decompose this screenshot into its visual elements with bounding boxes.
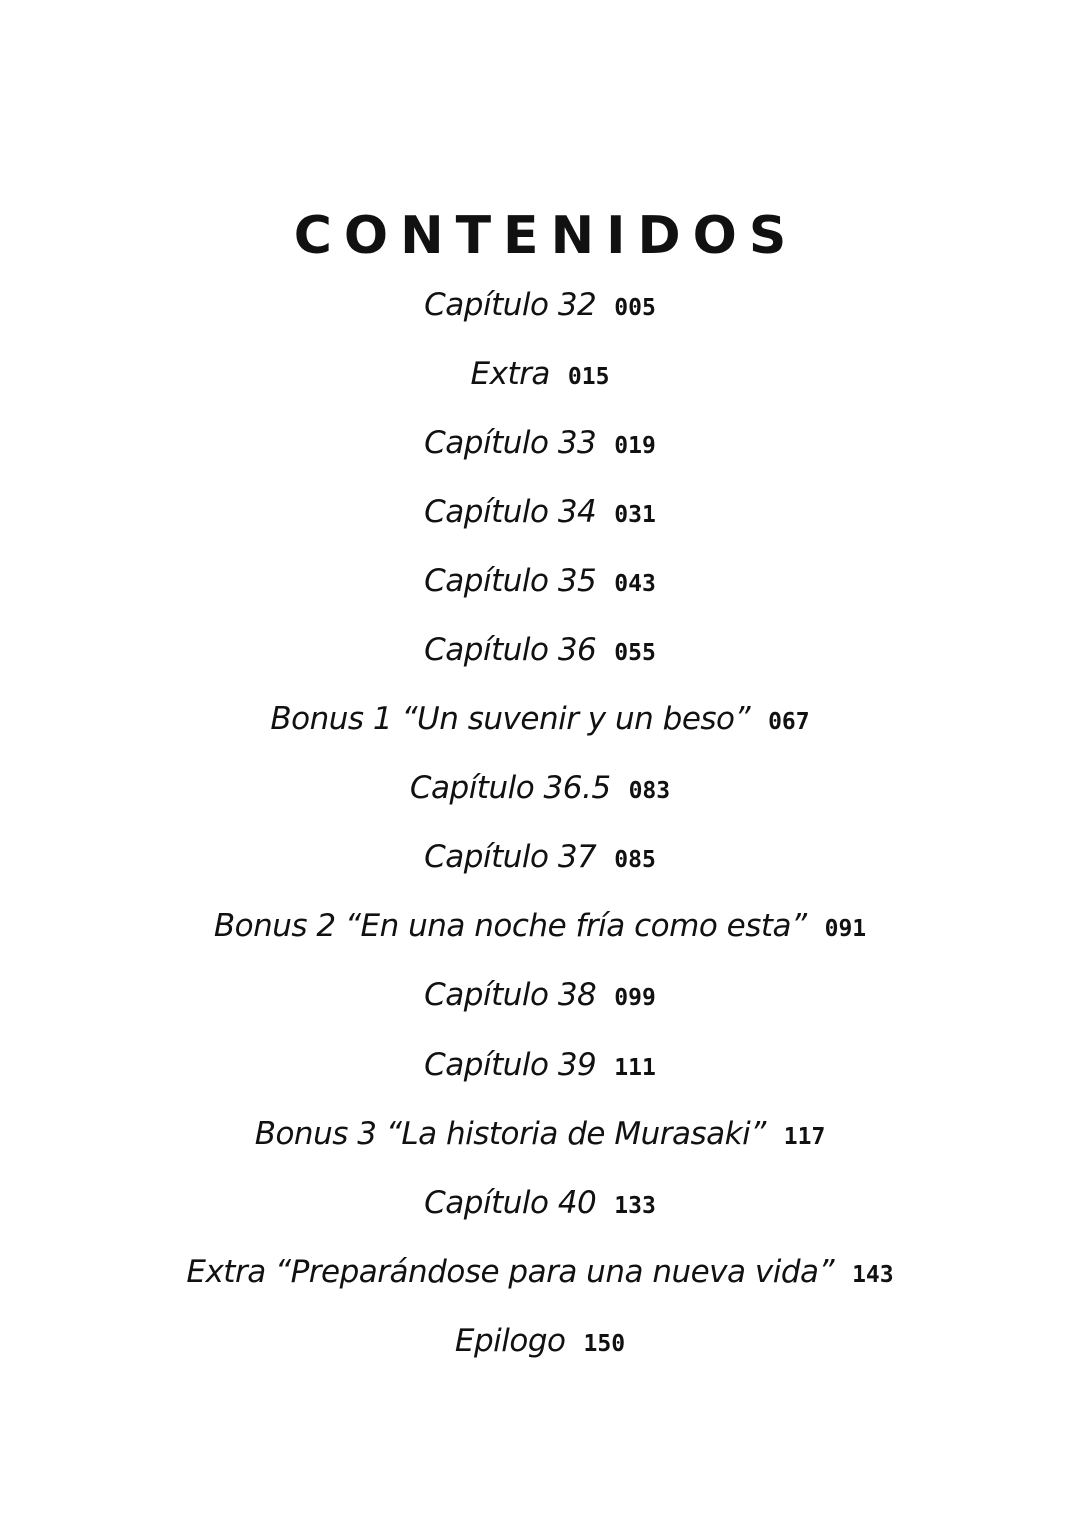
toc-entry bbox=[0, 339, 1080, 408]
entry-label: Extra bbox=[470, 355, 550, 392]
entry-label: Capítulo 37 bbox=[424, 839, 597, 876]
toc-entry bbox=[0, 823, 1080, 892]
toc-entry bbox=[0, 270, 1080, 339]
toc-entry bbox=[0, 1237, 1080, 1306]
entry-page-number: 005 bbox=[614, 294, 656, 321]
entry-page-number: 143 bbox=[852, 1261, 894, 1288]
entry-label: Bonus 1 “Un suvenir y un beso” bbox=[270, 701, 751, 738]
entry-page-number: 099 bbox=[614, 985, 656, 1012]
entry-page-number: 067 bbox=[768, 709, 810, 736]
toc-entry bbox=[0, 546, 1080, 615]
entry-label: Capítulo 33 bbox=[424, 424, 597, 461]
entry-label: Capítulo 40 bbox=[424, 1184, 597, 1221]
entry-page-number: 055 bbox=[614, 640, 656, 667]
entry-label: Capítulo 36.5 bbox=[409, 770, 611, 807]
toc-entry bbox=[0, 1168, 1080, 1237]
entry-label: Capítulo 39 bbox=[424, 1046, 597, 1083]
table-of-contents bbox=[0, 270, 1080, 1376]
toc-entry bbox=[0, 615, 1080, 684]
entry-page-number: 043 bbox=[614, 570, 656, 597]
entry-page-number: 015 bbox=[567, 363, 610, 390]
entry-label: Capítulo 38 bbox=[424, 977, 597, 1014]
entry-label: Capítulo 34 bbox=[424, 493, 597, 530]
entry-label: Capítulo 32 bbox=[424, 286, 597, 323]
toc-entry bbox=[0, 477, 1080, 546]
toc-entry bbox=[0, 754, 1080, 823]
entry-page-number: 019 bbox=[614, 432, 656, 459]
toc-entry bbox=[0, 892, 1080, 961]
entry-page-number: 133 bbox=[614, 1192, 656, 1219]
entry-page-number: 085 bbox=[614, 847, 656, 874]
entry-page-number: 150 bbox=[583, 1330, 626, 1357]
entry-page-number: 111 bbox=[614, 1054, 656, 1081]
entry-page-number: 083 bbox=[628, 778, 671, 805]
toc-entry bbox=[0, 961, 1080, 1030]
toc-entry bbox=[0, 685, 1080, 754]
toc-entry bbox=[0, 1099, 1080, 1168]
entry-label: Bonus 3 “La historia de Murasaki” bbox=[254, 1115, 766, 1152]
entry-page-number: 117 bbox=[783, 1123, 826, 1150]
page-title: CONTENIDOS bbox=[293, 205, 799, 266]
toc-entry bbox=[0, 408, 1080, 477]
toc-entry bbox=[0, 1306, 1080, 1375]
entry-label: Epilogo bbox=[454, 1322, 566, 1359]
entry-label: Capítulo 36 bbox=[424, 632, 597, 669]
entry-page-number: 091 bbox=[824, 916, 867, 943]
toc-entry bbox=[0, 1030, 1080, 1099]
entry-label: Extra “Preparándose para una nueva vida” bbox=[186, 1253, 835, 1290]
entry-label: Capítulo 35 bbox=[424, 562, 597, 599]
entry-label: Bonus 2 “En una noche fría como esta” bbox=[213, 908, 807, 945]
entry-page-number: 031 bbox=[614, 501, 656, 528]
